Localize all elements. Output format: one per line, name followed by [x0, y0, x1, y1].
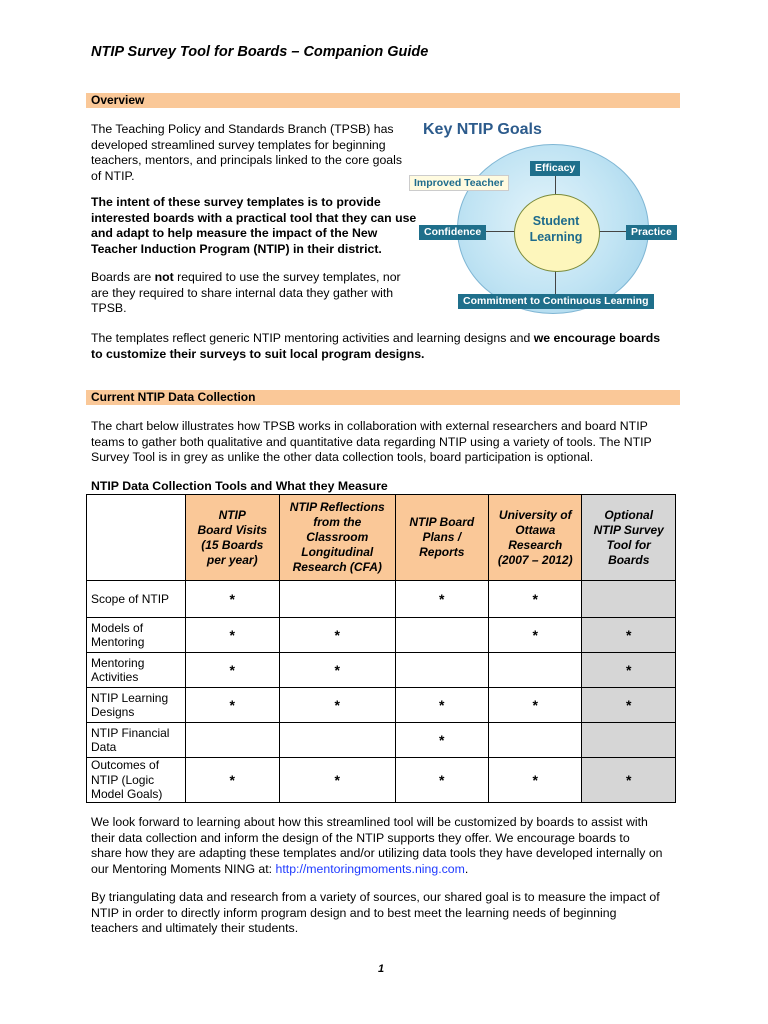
overview-paragraph-1	[91, 122, 402, 184]
text-line: and adapt to help measure the impact of the New	[91, 226, 378, 240]
text-run: our Mentoring Moments NING at:	[91, 861, 276, 876]
row-label	[87, 688, 186, 723]
text-line: By triangulating data and research from a variety of sources, our shared goal is to measure the impact of	[91, 890, 660, 904]
row-label-line: Scope of NTIP	[91, 591, 170, 606]
header-line: Reports	[419, 545, 465, 559]
text-run: The templates reflect generic NTIP mentoring activities and learning designs and	[91, 331, 534, 345]
header-line: NTIP	[218, 507, 246, 522]
mark-cell	[395, 653, 488, 688]
goals-center-label	[514, 213, 598, 245]
mark-cell: *	[185, 581, 279, 618]
mark-cell: *	[582, 618, 676, 653]
table-row	[87, 653, 676, 688]
mark-cell: *	[279, 618, 395, 653]
header-line: NTIP Reflections	[289, 500, 385, 514]
text-line: The Teaching Policy and Standards Branch (TPSB) has	[91, 122, 394, 136]
header-line: Ottawa	[515, 522, 556, 537]
text-line: to customize their surveys to suit local program designs.	[91, 346, 425, 361]
header-reflections-cfa	[279, 495, 395, 581]
mark-cell	[582, 581, 676, 618]
text-line: their data collection and inform the design of the NTIP supports they offer. We encourage boards to	[91, 830, 630, 845]
header-line: NTIP Board	[409, 515, 475, 529]
mark-cell	[489, 653, 582, 688]
text-run: Boards are	[91, 270, 155, 284]
overview-paragraph-2	[91, 195, 416, 257]
header-line: (2007 – 2012)	[497, 552, 573, 567]
diagram-bottom-connector	[555, 270, 556, 296]
header-board-plans	[395, 495, 488, 581]
mark-cell	[395, 618, 488, 653]
header-line: Tool for	[606, 537, 651, 552]
header-line: Board Visits	[197, 522, 268, 537]
row-label-line: NTIP Financial	[91, 725, 170, 740]
text-line: We look forward to learning about how this streamlined tool will be customized by boards to assist with	[91, 815, 648, 829]
mark-cell: *	[489, 758, 582, 803]
text-line: NTIP in order to directly inform program design and to best meet the learning needs of beginning	[91, 905, 617, 920]
overview-paragraph-3	[91, 270, 401, 317]
data-collection-table	[86, 494, 676, 803]
text-line	[91, 331, 660, 347]
row-label-line: Activities	[91, 670, 139, 684]
mark-cell	[582, 723, 676, 758]
mark-cell: *	[582, 653, 676, 688]
mark-cell: *	[185, 618, 279, 653]
diagram-top-connector	[555, 176, 556, 194]
table-row	[87, 723, 676, 758]
mark-cell: *	[582, 688, 676, 723]
text-line	[91, 862, 663, 878]
mark-cell: *	[279, 758, 395, 803]
mark-cell	[279, 581, 395, 618]
header-line: Longitudinal	[301, 545, 374, 559]
header-line: (15 Boards	[201, 537, 264, 552]
text-line: Teacher Induction Program (NTIP) in their district.	[91, 241, 382, 256]
text-line	[91, 270, 401, 286]
row-label-line: Mentoring	[91, 655, 145, 670]
center-label-line: Learning	[529, 230, 583, 244]
closing-paragraph-1	[91, 815, 663, 877]
diagram-title: Key NTIP Goals	[423, 121, 542, 138]
text-run: .	[464, 861, 469, 876]
row-label-line: Outcomes of	[91, 758, 160, 772]
goal-confidence: Confidence	[419, 225, 486, 240]
row-label-line: Models of	[91, 620, 144, 635]
goal-practice: Practice	[626, 225, 677, 240]
mark-cell: *	[489, 581, 582, 618]
row-label	[87, 653, 186, 688]
header-line: from the	[313, 515, 362, 529]
emphasis-not: not	[154, 270, 174, 284]
document-title: NTIP Survey Tool for Boards – Companion Guide	[91, 44, 429, 60]
row-label-line: Designs	[91, 705, 135, 719]
row-label	[87, 723, 186, 758]
overview-paragraph-4	[91, 331, 660, 362]
overview-heading: Overview	[91, 93, 145, 107]
mark-cell: *	[279, 653, 395, 688]
text-line: are they required to share internal data they gather with	[91, 285, 394, 300]
text-line: The chart below illustrates how TPSB works in collaboration with external researchers and board NTIP	[91, 419, 648, 433]
mark-cell: *	[279, 688, 395, 723]
data-collection-paragraph	[91, 419, 652, 466]
header-empty-cell	[87, 495, 186, 581]
text-line: teams to gather both qualitative and quantitative data regarding NTIP using a variety of tools. The NTIP	[91, 434, 652, 449]
text-line: interested boards with a practical tool that they can use	[91, 210, 417, 225]
emphasis-run: we encourage boards	[533, 331, 661, 345]
mark-cell: *	[395, 723, 488, 758]
goal-efficacy: Efficacy	[530, 161, 580, 176]
header-line: NTIP Survey	[593, 522, 664, 537]
table-header-row	[87, 495, 676, 581]
center-label-line: Student	[532, 214, 580, 228]
text-run: required to use the survey templates, nor	[173, 270, 401, 284]
header-optional-survey-tool	[582, 495, 676, 581]
data-collection-heading-band	[86, 390, 680, 405]
header-line: University of	[498, 507, 572, 522]
mark-cell	[279, 723, 395, 758]
table-title: NTIP Data Collection Tools and What they Measure	[91, 479, 388, 493]
header-uottawa-research	[489, 495, 582, 581]
overview-heading-band	[86, 93, 680, 108]
header-line: Classroom	[306, 530, 369, 544]
table-row	[87, 688, 676, 723]
text-line: TPSB.	[91, 301, 127, 315]
data-collection-heading: Current NTIP Data Collection	[91, 390, 256, 404]
mark-cell: *	[395, 581, 488, 618]
header-line: per year)	[206, 552, 258, 567]
closing-paragraph-2	[91, 890, 660, 937]
row-label-line: NTIP (Logic	[91, 772, 155, 787]
row-label-line: NTIP Learning	[91, 690, 169, 705]
mentoring-moments-link[interactable]: http://mentoringmoments.ning.com	[275, 861, 465, 876]
mark-cell	[489, 723, 582, 758]
table-row	[87, 618, 676, 653]
row-label-line: Data	[91, 740, 117, 754]
text-line: Survey Tool is in grey as unlike the other data collection tools, board participation is optional.	[91, 450, 594, 464]
table-row	[87, 581, 676, 618]
table-body	[87, 581, 676, 803]
goal-improved-teacher: Improved Teacher	[409, 175, 509, 191]
header-line: Research (CFA)	[292, 560, 382, 574]
mark-cell: *	[582, 758, 676, 803]
mark-cell: *	[489, 618, 582, 653]
table-row	[87, 758, 676, 803]
text-line: teachers and ultimately their students.	[91, 921, 299, 935]
header-line: Research	[508, 537, 563, 552]
row-label-line: Mentoring	[91, 635, 145, 649]
mark-cell: *	[185, 688, 279, 723]
mark-cell: *	[489, 688, 582, 723]
header-board-visits	[185, 495, 279, 581]
header-line: Plans /	[422, 530, 462, 544]
text-line: developed streamlined survey templates for beginning	[91, 137, 386, 152]
mark-cell: *	[185, 653, 279, 688]
text-line: teachers, mentors, and principals linked to the core goals	[91, 153, 403, 167]
mark-cell	[185, 723, 279, 758]
mark-cell: *	[185, 758, 279, 803]
mark-cell: *	[395, 758, 488, 803]
goal-commitment: Commitment to Continuous Learning	[458, 294, 654, 309]
text-line: The intent of these survey templates is to provide	[91, 195, 381, 209]
text-line: of NTIP.	[91, 168, 135, 183]
mark-cell: *	[395, 688, 488, 723]
row-label	[87, 758, 186, 803]
text-line: share how they are adapting these templates and/or utilizing data tools they have developed internally on	[91, 846, 663, 860]
header-line: Boards	[608, 552, 650, 567]
row-label	[87, 581, 186, 618]
page-number: 1	[378, 963, 385, 975]
row-label-line: Model Goals)	[91, 787, 163, 801]
header-line: Optional	[604, 507, 654, 522]
row-label	[87, 618, 186, 653]
